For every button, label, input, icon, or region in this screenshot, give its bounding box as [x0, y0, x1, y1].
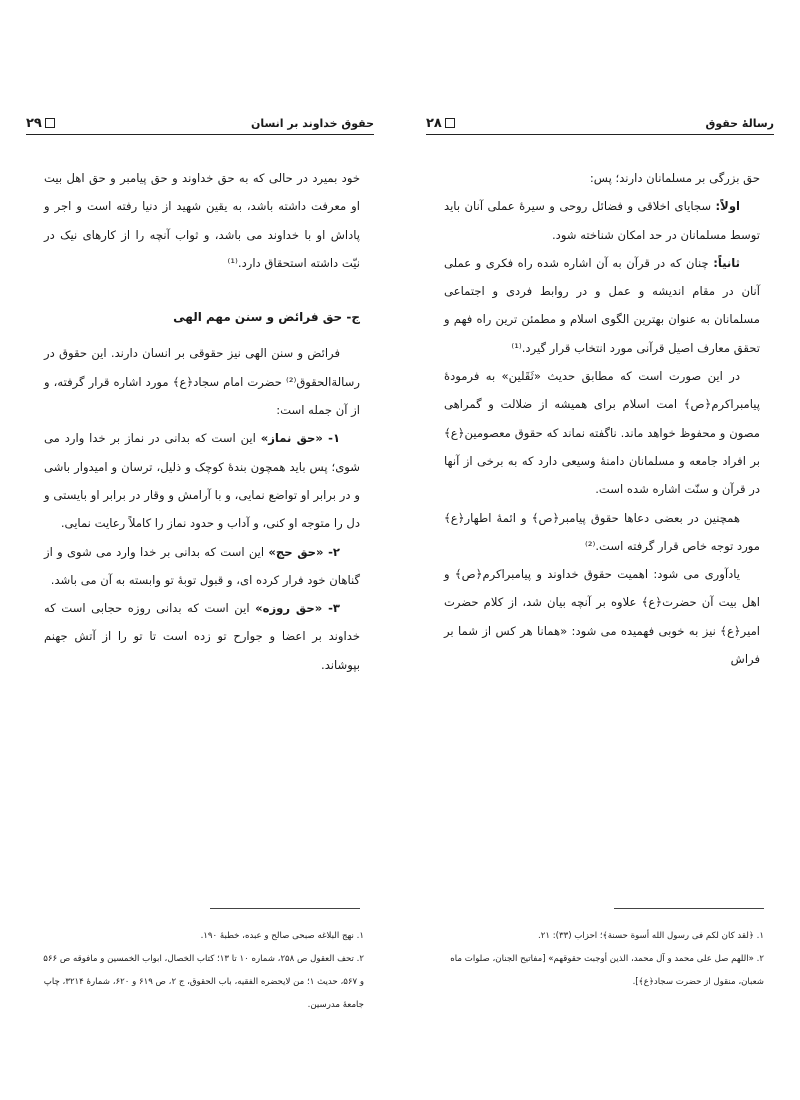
- left-page-number: ۲۹: [26, 115, 42, 131]
- left-item-1-text: این است که بدانی در نماز بر خدا وارد می شوی؛ پس باید همچون بندهٔ کوچک و ذلیل، ترسان و امیدوار باشی و در برابر او تواضع نمایی، و با آرامش و وقار در برابر او بایستی و دل را متوجه او کنی، و آداب و حدود نماز را کاملاً رعایت نمایی.: [44, 431, 360, 531]
- right-body-text: [444, 164, 760, 673]
- right-paragraph-2: [444, 192, 760, 249]
- right-paragraph-1: حق بزرگی بر مسلمانان دارند؛ پس:: [589, 171, 760, 185]
- right-page: [400, 0, 800, 1100]
- left-paragraph-2: فرائض و سنن الهی نیز حقوقی بر انسان دارند. این حقوق در رسالةالحقوق⁽²⁾ حضرت امام سجاد﴿ع﴾ مورد اشاره قرار گرفته، و از آن جمله است:: [44, 346, 360, 418]
- right-footnote-1: ۱. ﴿لقد کان لکم فی رسول الله أسوة حسنة﴾؛ احزاب (۳۳): ۲۱.: [538, 931, 764, 941]
- right-paragraph-2-text: سجایای اخلاقی و فضائل روحی و سیرهٔ عملی آنان باید توسط مسلمانان در حد امکان شناخته شود.: [444, 199, 760, 242]
- right-paragraph-6: یادآوری می شود: اهمیت حقوق خداوند و پیامبراکرم﴿ص﴾ و اهل بیت آن حضرت﴿ع﴾ علاوه بر آنچه بیان شد، از کلام حضرت امیر﴿ع﴾ نیز به خوبی فهمیده می شود: «همانا هر کس از شما بر فراش: [444, 567, 760, 667]
- right-paragraph-3: [444, 249, 760, 362]
- right-paragraph-3-text: چنان که در قرآن به آن اشاره شده راه فکری و عملی آنان در مقام اندیشه و عمل و در روابط فردی و اجتماعی مسلمانان به عنوان بهترین الگوی اسلام و مطمئن ترین راه فهم و تحقق معارف اصیل قرآنی مورد انتخاب قرار گیرد.⁽¹⁾: [444, 255, 760, 355]
- page-marker-icon: [45, 118, 55, 128]
- right-footnote-2: ۲. «اللهم صل علی محمد و آل محمد، الذین أوجبت حقوقهم» [مفاتیح الجنان، صلوات ماه شعبان، منقول از حضرت سجاد﴿ع﴾].: [450, 954, 764, 987]
- right-page-number-group: [426, 116, 455, 131]
- left-item-3-text: این است که بدانی روزه حجابی است که خداوند بر اعضا و جوارح تو زده است تا تو را از آتش جهنم بپوشاند.: [44, 601, 360, 672]
- left-item-2: [44, 538, 360, 595]
- left-item-2-label: ۲- «حق حج»: [268, 544, 340, 559]
- left-paragraph-1: خود بمیرد در حالی که به حق خداوند و حق پیامبر و حق اهل بیت او معرفت داشته باشد، به یقین شهید از دنیا رفته است و اجر و پاداش او با خداوند می باشد، و ثواب آنچه را از کارهای نیک در نیّت داشته استحقاق دارد.⁽¹⁾: [44, 171, 360, 270]
- right-footnote-separator: [614, 908, 764, 909]
- left-item-3-label: ۳- «حق روزه»: [255, 601, 340, 616]
- right-paragraph-5: همچنین در بعضی دعاها حقوق پیامبر﴿ص﴾ و ائمهٔ اطهار﴿ع﴾ مورد توجه خاص قرار گرفته است.⁽²⁾: [444, 510, 760, 553]
- left-page-number-group: [26, 116, 55, 131]
- left-body-text: [44, 164, 360, 679]
- left-item-3: [44, 594, 360, 679]
- right-footnotes: [440, 925, 764, 994]
- left-item-2-text: این است که بدانی بر خدا وارد می شوی و از گناهان خود فرار کرده ای، و قبول توبهٔ تو وابسته به آن می باشد.: [44, 544, 360, 587]
- left-footnote-2: ۲. تحف العقول ص ۲۵۸، شماره ۱۰ تا ۱۳؛ کتاب الخصال، ابواب الخمسین و مافوقه ص ۵۶۶ و ۵۶۷، حدیث ۱؛ من لایحضره الفقیه، باب الحقوق، ج ۲، ص ۶۱۹ و ۶۲۰، شمارهٔ ۳۲۱۴، چاپ جامعهٔ مدرسین.: [43, 954, 364, 1010]
- left-footnote-separator: [210, 908, 360, 909]
- page-marker-icon: [445, 118, 455, 128]
- left-footnote-1: ۱. نهج البلاغه صبحی صالح و عبده، خطبهٔ ۱۹۰.: [200, 931, 364, 941]
- left-subheading: ج- حق فرائض و سنن مهم الهی: [173, 310, 360, 325]
- left-item-1: [44, 424, 360, 537]
- right-page-number: ۲۸: [426, 115, 442, 131]
- right-paragraph-4: در این صورت است که مطابق حدیث «ثَقَلین» به فرمودهٔ پیامبراکرم﴿ص﴾ امت اسلام برای همیشه از ضلالت و گمراهی مصون و محفوظ خواهد ماند. ناگفته نماند که حقوق معصومین﴿ع﴾ بر افراد جامعه و مسلمانان دامنهٔ وسیعی دارد که به برخی از آنها در قرآن و سنّت اشاره شده است.: [444, 369, 760, 497]
- left-footnotes: [40, 925, 364, 1017]
- left-item-1-label: ۱- «حق نماز»: [260, 431, 341, 446]
- right-header-title: رسالهٔ حقوق: [705, 116, 774, 130]
- left-header-title: حقوق خداوند بر انسان: [250, 116, 374, 130]
- right-paragraph-3-label: ثانیاً:: [713, 255, 740, 270]
- left-page-header: [26, 112, 374, 135]
- right-page-header: [426, 112, 774, 135]
- right-paragraph-2-label: اولاً:: [715, 199, 740, 214]
